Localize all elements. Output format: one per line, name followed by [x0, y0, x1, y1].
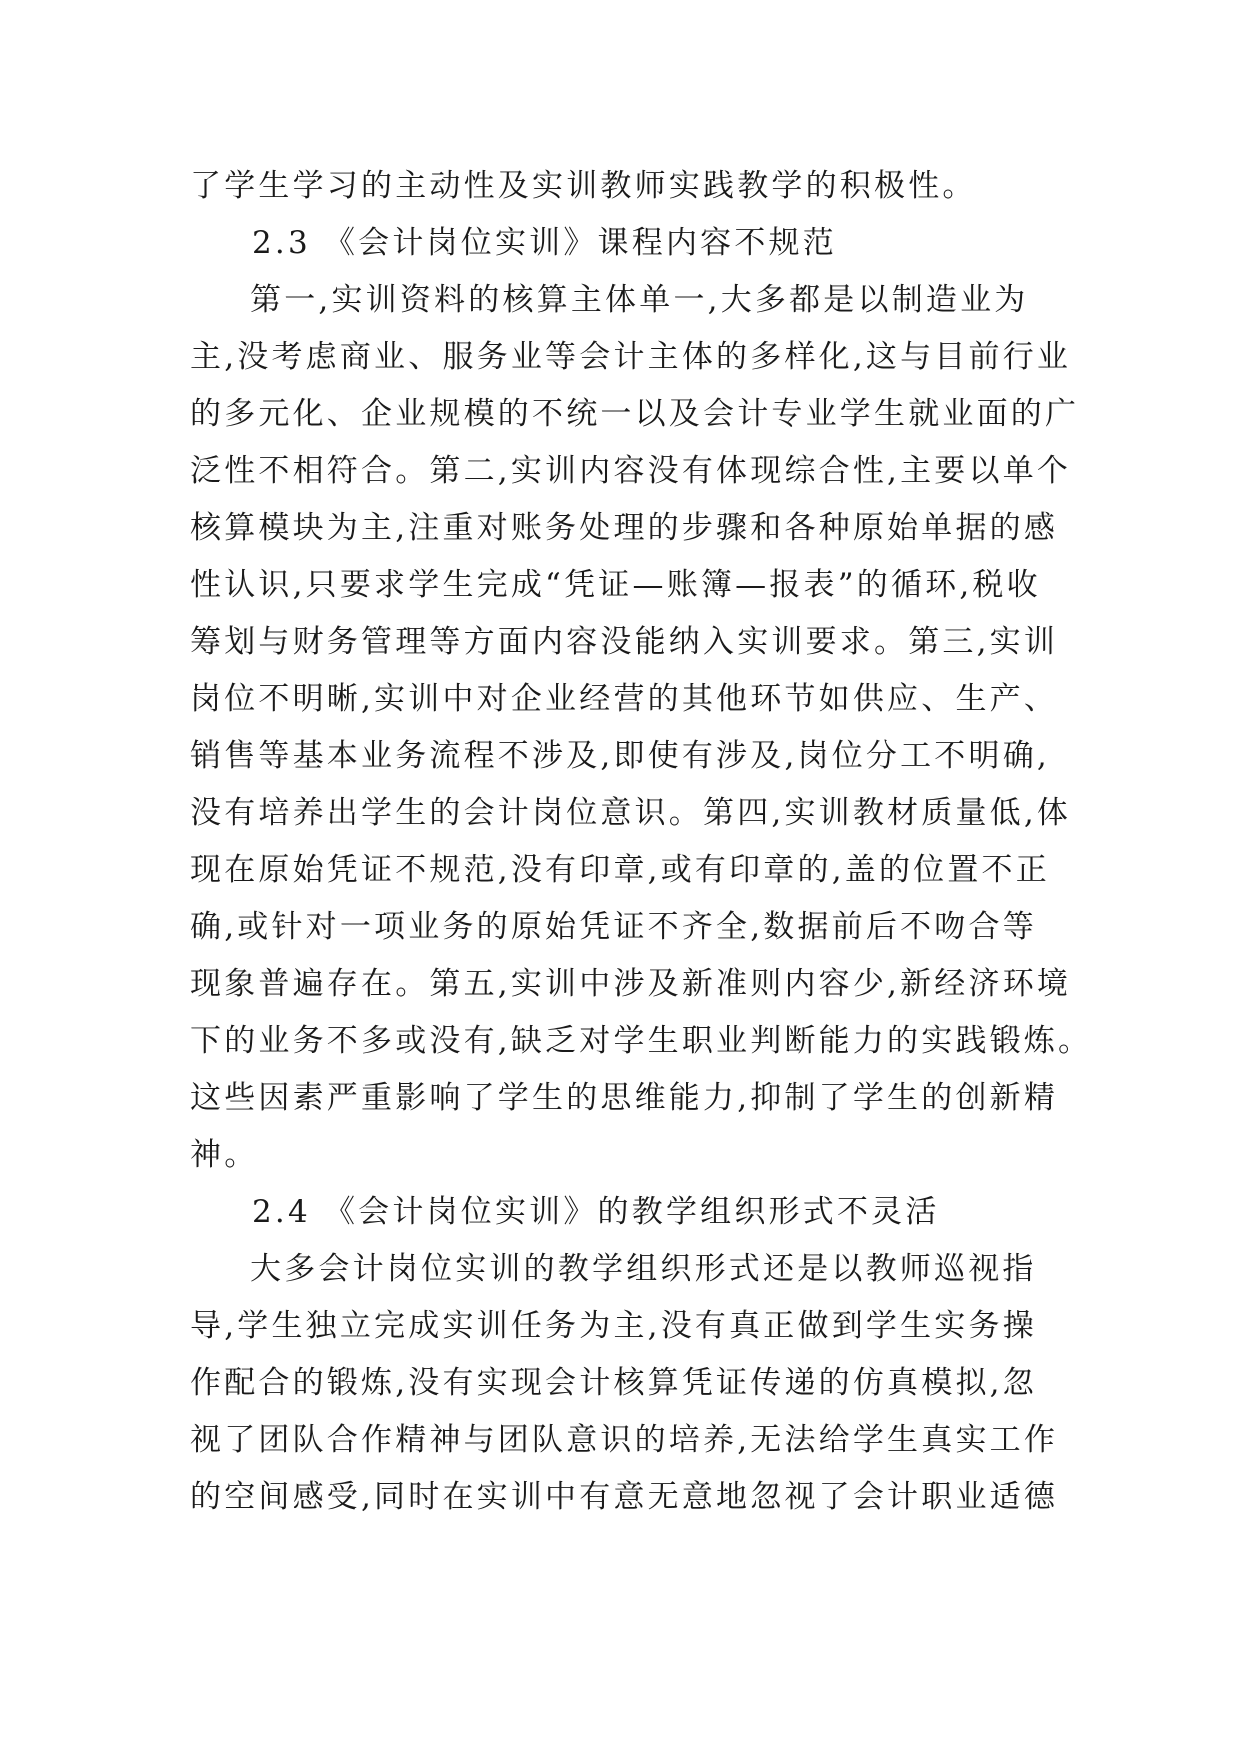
- body-text-line: 岗位不明晰,实训中对企业经营的其他环节如供应、生产、: [190, 681, 1059, 717]
- body-text-line: 核算模块为主,注重对账务处理的步骤和各种原始单据的感: [190, 510, 1059, 546]
- body-text-line: 视了团队合作精神与团队意识的培养,无法给学生真实工作: [190, 1422, 1059, 1458]
- body-text-line: 销售等基本业务流程不涉及,即使有涉及,岗位分工不明确,: [190, 738, 1050, 774]
- body-text-line: 这些因素严重影响了学生的思维能力,抑制了学生的创新精: [190, 1080, 1059, 1116]
- body-text-line: 了学生学习的主动性及实训教师实践教学的积极性。: [190, 168, 977, 204]
- body-text-line: 的空间感受,同时在实训中有意无意地忽视了会计职业适德: [190, 1479, 1059, 1515]
- body-text-line: 神。: [190, 1137, 259, 1173]
- body-text-line: 现在原始凭证不规范,没有印章,或有印章的,盖的位置不正: [190, 852, 1050, 888]
- body-text-line: 性认识,只要求学生完成“凭证—账簿—报表”的循环,税收: [190, 567, 1041, 603]
- body-text-line: 现象普遍存在。第五,实训中涉及新准则内容少,新经济环境: [190, 966, 1072, 1002]
- body-text-line: 没有培养出学生的会计岗位意识。第四,实训教材质量低,体: [190, 795, 1072, 831]
- body-text-line: 筹划与财务管理等方面内容没能纳入实训要求。第三,实训: [190, 624, 1059, 660]
- body-text-line: 泛性不相符合。第二,实训内容没有体现综合性,主要以单个: [190, 453, 1072, 489]
- section-heading-2-4: 2.4 《会计岗位实训》的教学组织形式不灵活: [252, 1194, 940, 1230]
- body-text-line: 的多元化、企业规模的不统一以及会计专业学生就业面的广: [190, 396, 1080, 432]
- section-heading-2-3: 2.3 《会计岗位实训》课程内容不规范: [252, 225, 837, 261]
- body-text-line: 下的业务不多或没有,缺乏对学生职业判断能力的实践锻炼。: [190, 1023, 1093, 1059]
- body-text-line: 第一,实训资料的核算主体单一,大多都是以制造业为: [250, 282, 1029, 318]
- body-text-line: 作配合的锻炼,没有实现会计核算凭证传递的仿真模拟,忽: [190, 1365, 1037, 1401]
- body-text-line: 大多会计岗位实训的教学组织形式还是以教师巡视指: [250, 1251, 1037, 1287]
- body-text-line: 确,或针对一项业务的原始凭证不齐全,数据前后不吻合等: [190, 909, 1037, 945]
- body-text-line: 主,没考虑商业、服务业等会计主体的多样化,这与目前行业: [190, 339, 1072, 375]
- body-text-line: 导,学生独立完成实训任务为主,没有真正做到学生实务操: [190, 1308, 1037, 1344]
